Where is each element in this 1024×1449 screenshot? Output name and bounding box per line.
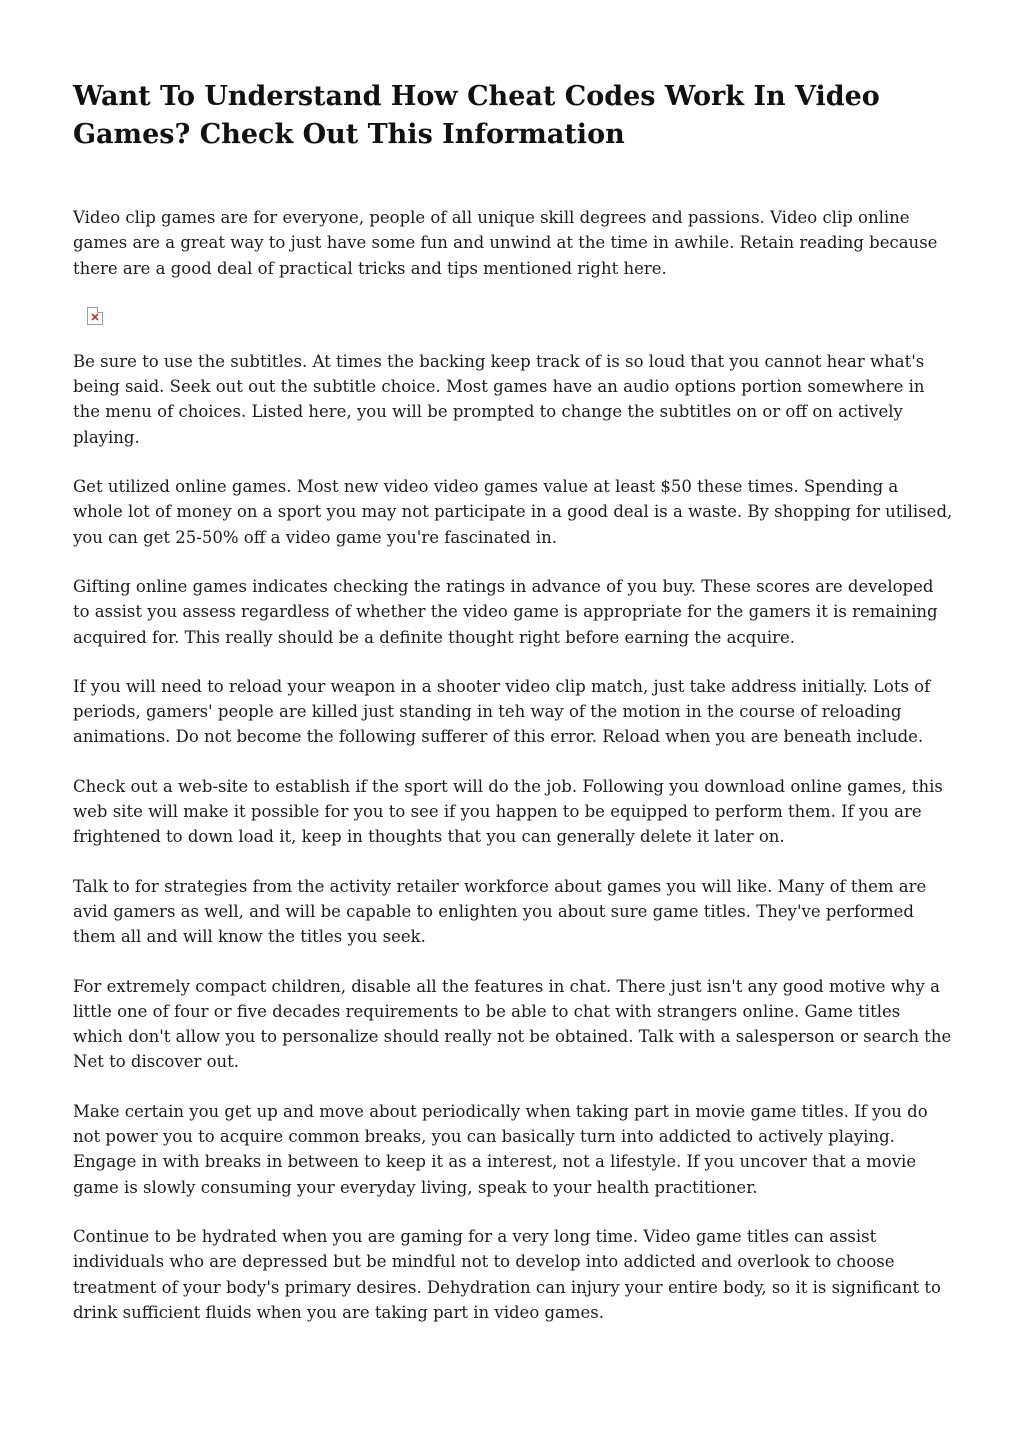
paragraph: Make certain you get up and move about periodically when taking part in movie game titles. If you do not power you to acquire common breaks, you can basically turn into addicted to actively playing. Engage in with breaks in between to keep it as a interest, not a lifestyle. If you uncover that a movie game is slowly consuming your everyday living, speak to your health practitioner. [73,1101,928,1197]
image-placeholder [73,281,953,349]
paragraph: Gifting online games indicates checking the ratings in advance of you buy. These scores are developed to assist you assess regardless of whether the video game is appropriate for the gamers it is remaining acquired for. This really should be a definite thought right before earning the acquire. [73,576,938,647]
paragraph: Continue to be hydrated when you are gaming for a very long time. Video game titles can assist individuals who are depressed but be mindful not to develop into addicted and overlook to choose treatment of your body's primary desires. Dehydration can injury your entire body, so it is significant to drink sufficient fluids when you are taking part in video games. [73,1226,941,1322]
paragraph: For extremely compact children, disable all the features in chat. There just isn't any good motive why a little one of four or five decades requirements to be able to chat with strangers online. Game titles which don't allow you to personalize should really not be obtained. Talk with a salesperson or search the Net to discover out. [73,976,952,1072]
broken-image-icon [87,307,103,325]
article-title: Want To Understand How Cheat Codes Work In Video Games? Check Out This Information [73,81,880,150]
paragraph: If you will need to reload your weapon in a shooter video clip match, just take address initially. Lots of periods, gamers' people are killed just standing in teh way of the motion in the course of reloading animations. Do not become the following sufferer of this error. Reload when you are beneath include. [73,676,931,747]
paragraph: Video clip games are for everyone, people of all unique skill degrees and passions. Video clip online games are a great way to just have some fun and unwind at the time in awhile. Retain reading because there are a good deal of practical tricks and tips mentioned right here. [73,208,938,278]
paragraph: Check out a web-site to establish if the sport will do the job. Following you download online games, this web site will make it possible for you to see if you happen to be equipped to perform them. If you are frightened to down load it, keep in thoughts that you can generally delete it later on. [73,776,943,847]
paragraph: Talk to for strategies from the activity retailer workforce about games you will like. Many of them are avid gamers as well, and will be capable to enlighten you about sure game titles. They've performed them all and will know the titles you seek. [73,876,927,947]
article [73,78,953,1325]
paragraph: Get utilized online games. Most new video video games value at least $50 these times. Spending a whole lot of money on a sport you may not participate in a good deal is a waste. By shopping for utilised, you can get 25-50% off a video game you're fascinated in. [73,477,953,547]
paragraph: Be sure to use the subtitles. At times the backing keep track of is so loud that you cannot hear what's being said. Seek out out the subtitle choice. Most games have an audio options portion somewhere in the menu of choices. Listed here, you will be prompted to change the subtitles on or off on actively playing. [73,351,925,447]
